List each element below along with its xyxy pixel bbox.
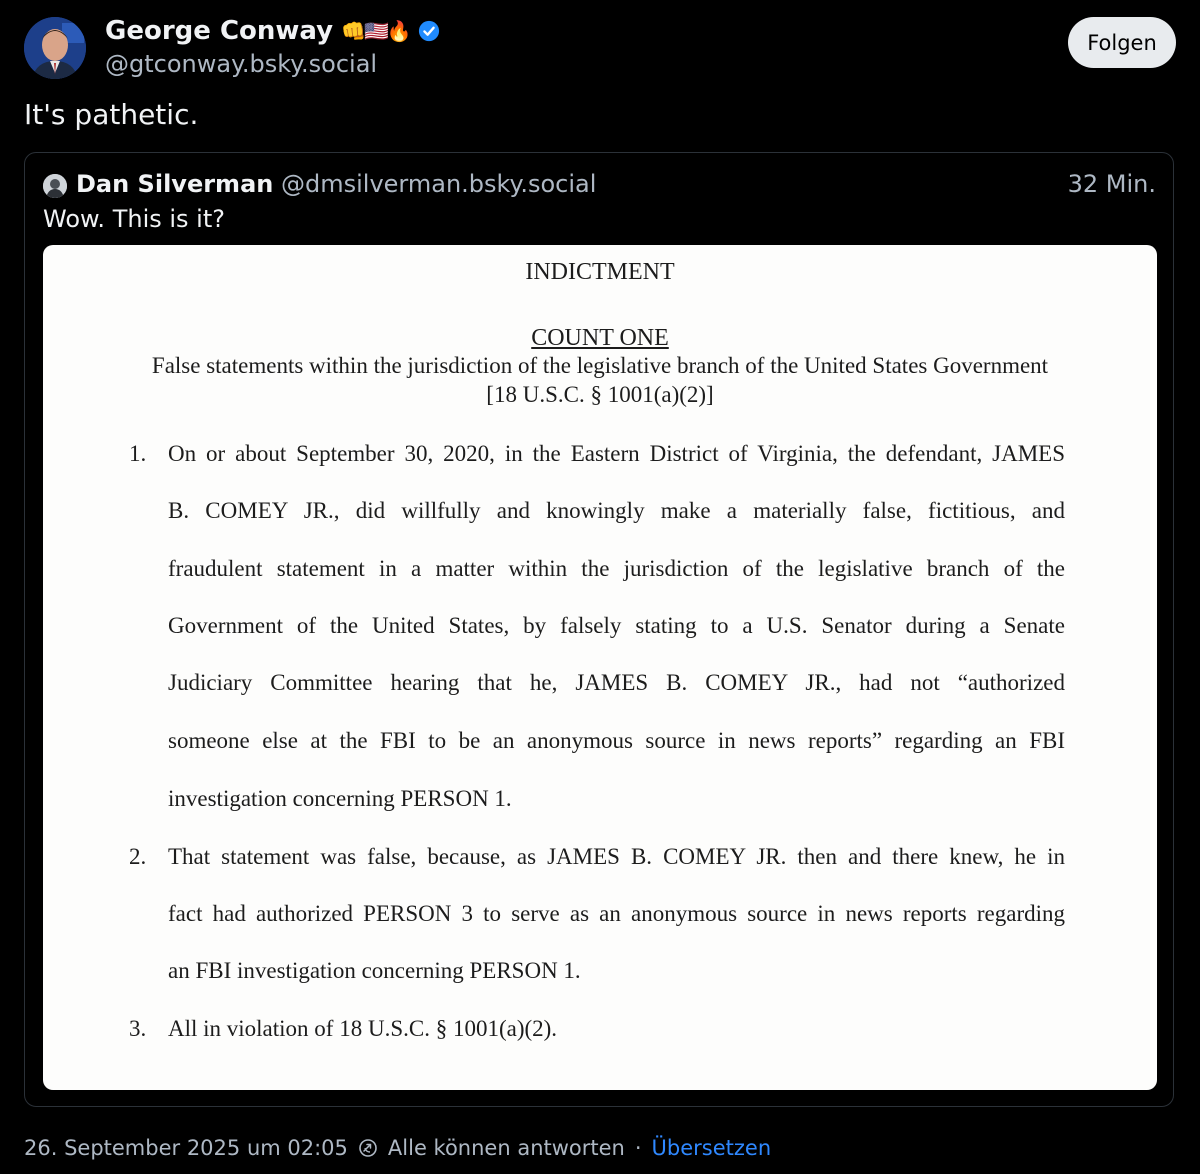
paragraph-number: 1. xyxy=(129,441,147,466)
post-timestamp: 26. September 2025 um 02:05 xyxy=(24,1136,348,1160)
paragraph-line: someone else at the FBI to be an anonymous source in news reports” regarding an FBI xyxy=(168,728,1065,753)
document-citation: [18 U.S.C. § 1001(a)(2)] xyxy=(486,382,714,407)
paragraph-line: B. COMEY JR., did willfully and knowingly make a materially false, fictitious, and xyxy=(168,498,1065,523)
paragraph-line: Judiciary Committee hearing that he, JAMES B. COMEY JR., had not “authorized xyxy=(168,670,1065,695)
paragraph-line: All in violation of 18 U.S.C. § 1001(a)(2). xyxy=(168,1016,558,1041)
author-avatar[interactable] xyxy=(24,17,86,79)
quote-avatar-image xyxy=(43,174,67,198)
quote-avatar xyxy=(43,174,67,198)
reply-settings[interactable]: Alle können antworten xyxy=(387,1136,625,1160)
reply-settings-icon xyxy=(358,1138,378,1158)
paragraph-number: 2. xyxy=(129,844,147,869)
post-footer xyxy=(24,1136,771,1160)
quote-author-handle[interactable]: @dmsilverman.bsky.social xyxy=(280,170,597,198)
document-count: COUNT ONE xyxy=(531,325,669,351)
paragraph-line: an FBI investigation concerning PERSON 1. xyxy=(168,958,581,983)
quote-author-name[interactable]: Dan Silverman xyxy=(76,170,274,198)
follow-button[interactable]: Folgen xyxy=(1068,17,1176,68)
document-subtitle: False statements within the jurisdiction of the legislative branch of the United States Government xyxy=(151,353,1049,378)
quoted-post[interactable] xyxy=(24,152,1174,1107)
paragraph-line: fact had authorized PERSON 3 to serve as an anonymous source in news reports regarding xyxy=(168,901,1065,926)
author-name-row xyxy=(105,16,440,46)
attached-document-image[interactable] xyxy=(43,245,1157,1090)
quote-timestamp: 32 Min. xyxy=(1067,170,1156,198)
avatar-image xyxy=(24,17,86,79)
quote-header xyxy=(76,170,596,198)
author-name[interactable]: George Conway xyxy=(105,16,334,46)
paragraph-line: Government of the United States, by falsely stating to a U.S. Senator during a Senate xyxy=(168,613,1065,638)
translate-link[interactable]: Übersetzen xyxy=(651,1136,772,1160)
paragraph-number: 3. xyxy=(129,1016,147,1041)
paragraph-line: That statement was false, because, as JAMES B. COMEY JR. then and there knew, he in xyxy=(168,844,1065,869)
quote-text: Wow. This is it? xyxy=(43,205,225,233)
verified-badge-icon xyxy=(418,20,440,42)
author-handle[interactable]: @gtconway.bsky.social xyxy=(105,50,378,78)
document-title: INDICTMENT xyxy=(525,259,675,285)
author-emoji: 👊🇺🇸🔥 xyxy=(341,19,410,43)
post-text: It's pathetic. xyxy=(24,98,199,131)
paragraph-line: investigation concerning PERSON 1. xyxy=(168,786,512,811)
footer-separator: · xyxy=(634,1136,642,1160)
paragraph-line: fraudulent statement in a matter within the jurisdiction of the legislative branch of the xyxy=(168,556,1065,581)
paragraph-line: On or about September 30, 2020, in the Eastern District of Virginia, the defendant, JAMES xyxy=(168,441,1065,466)
